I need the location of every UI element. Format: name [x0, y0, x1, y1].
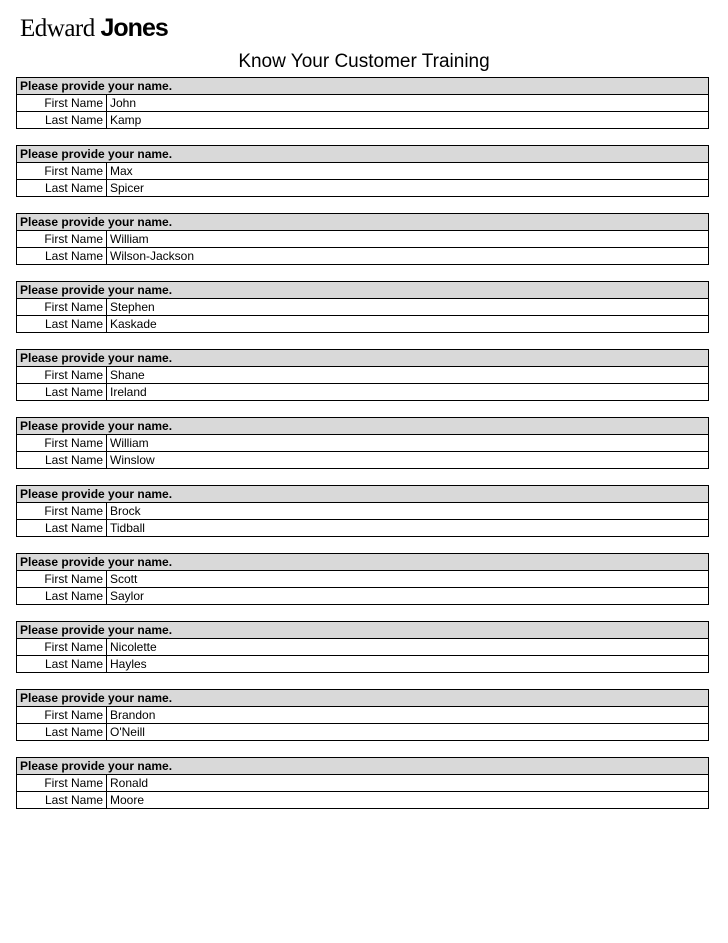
first-name-field[interactable]: William	[110, 436, 149, 450]
entry-heading: Please provide your name.	[17, 418, 708, 435]
entry-heading: Please provide your name.	[17, 282, 708, 299]
first-name-field[interactable]: John	[110, 96, 137, 110]
last-name-field[interactable]: Spicer	[110, 181, 145, 195]
last-name-row	[17, 111, 708, 128]
first-name-label: First Name	[17, 95, 107, 111]
first-name-label: First Name	[17, 231, 107, 247]
first-name-field[interactable]: Stephen	[110, 300, 155, 314]
last-name-row	[17, 723, 708, 740]
first-name-label: First Name	[17, 775, 107, 791]
last-name-label: Last Name	[17, 724, 107, 740]
last-name-field[interactable]: Kamp	[110, 113, 142, 127]
name-entry-block	[16, 349, 709, 401]
first-name-field[interactable]: Brock	[110, 504, 141, 518]
first-name-row	[17, 775, 708, 791]
first-name-label: First Name	[17, 163, 107, 179]
entry-heading: Please provide your name.	[17, 622, 708, 639]
name-entry-block	[16, 77, 709, 129]
last-name-label: Last Name	[17, 316, 107, 332]
first-name-field[interactable]: William	[110, 232, 149, 246]
name-entry-block	[16, 145, 709, 197]
first-name-field[interactable]: Shane	[110, 368, 145, 382]
name-entry-block	[16, 621, 709, 673]
name-entry-block	[16, 553, 709, 605]
edward-jones-logo	[20, 14, 168, 42]
last-name-row	[17, 247, 708, 264]
entry-heading: Please provide your name.	[17, 146, 708, 163]
first-name-field[interactable]: Ronald	[110, 776, 149, 790]
first-name-row	[17, 163, 708, 179]
first-name-row	[17, 435, 708, 451]
name-entry-block	[16, 281, 709, 333]
last-name-row	[17, 791, 708, 808]
first-name-label: First Name	[17, 299, 107, 315]
last-name-row	[17, 587, 708, 604]
last-name-label: Last Name	[17, 452, 107, 468]
first-name-label: First Name	[17, 571, 107, 587]
page-title-text: Know Your Customer Training	[238, 51, 490, 72]
last-name-field[interactable]: Wilson-Jackson	[110, 249, 195, 263]
name-entry-block	[16, 485, 709, 537]
last-name-label: Last Name	[17, 248, 107, 264]
name-entry-block	[16, 417, 709, 469]
first-name-row	[17, 503, 708, 519]
last-name-row	[17, 655, 708, 672]
first-name-row	[17, 231, 708, 247]
first-name-row	[17, 707, 708, 723]
entry-heading: Please provide your name.	[17, 486, 708, 503]
last-name-row	[17, 451, 708, 468]
name-entry-block	[16, 689, 709, 741]
last-name-label: Last Name	[17, 384, 107, 400]
last-name-row	[17, 315, 708, 332]
last-name-label: Last Name	[17, 520, 107, 536]
first-name-label: First Name	[17, 503, 107, 519]
entry-heading: Please provide your name.	[17, 78, 708, 95]
entry-heading: Please provide your name.	[17, 690, 708, 707]
page-title	[0, 50, 728, 74]
last-name-label: Last Name	[17, 792, 107, 808]
first-name-label: First Name	[17, 367, 107, 383]
last-name-field[interactable]: Ireland	[110, 385, 147, 399]
first-name-label: First Name	[17, 639, 107, 655]
first-name-row	[17, 95, 708, 111]
last-name-field[interactable]: O'Neill	[110, 725, 145, 739]
logo-jones: Jones	[100, 14, 168, 42]
first-name-field[interactable]: Max	[110, 164, 133, 178]
entry-heading: Please provide your name.	[17, 758, 708, 775]
last-name-label: Last Name	[17, 112, 107, 128]
entry-heading: Please provide your name.	[17, 554, 708, 571]
first-name-row	[17, 367, 708, 383]
first-name-field[interactable]: Nicolette	[110, 640, 157, 654]
logo-edward: Edward	[20, 15, 95, 42]
last-name-label: Last Name	[17, 656, 107, 672]
last-name-field[interactable]: Kaskade	[110, 317, 157, 331]
first-name-label: First Name	[17, 435, 107, 451]
first-name-row	[17, 571, 708, 587]
first-name-row	[17, 299, 708, 315]
name-entries-list	[16, 77, 709, 809]
first-name-field[interactable]: Scott	[110, 572, 138, 586]
last-name-label: Last Name	[17, 180, 107, 196]
last-name-row	[17, 179, 708, 196]
name-entry-block	[16, 757, 709, 809]
last-name-field[interactable]: Hayles	[110, 657, 147, 671]
last-name-row	[17, 383, 708, 400]
name-entry-block	[16, 213, 709, 265]
first-name-label: First Name	[17, 707, 107, 723]
entry-heading: Please provide your name.	[17, 214, 708, 231]
last-name-field[interactable]: Tidball	[110, 521, 145, 535]
last-name-field[interactable]: Moore	[110, 793, 145, 807]
last-name-label: Last Name	[17, 588, 107, 604]
first-name-field[interactable]: Brandon	[110, 708, 156, 722]
last-name-field[interactable]: Saylor	[110, 589, 145, 603]
last-name-row	[17, 519, 708, 536]
last-name-field[interactable]: Winslow	[110, 453, 155, 467]
first-name-row	[17, 639, 708, 655]
entry-heading: Please provide your name.	[17, 350, 708, 367]
